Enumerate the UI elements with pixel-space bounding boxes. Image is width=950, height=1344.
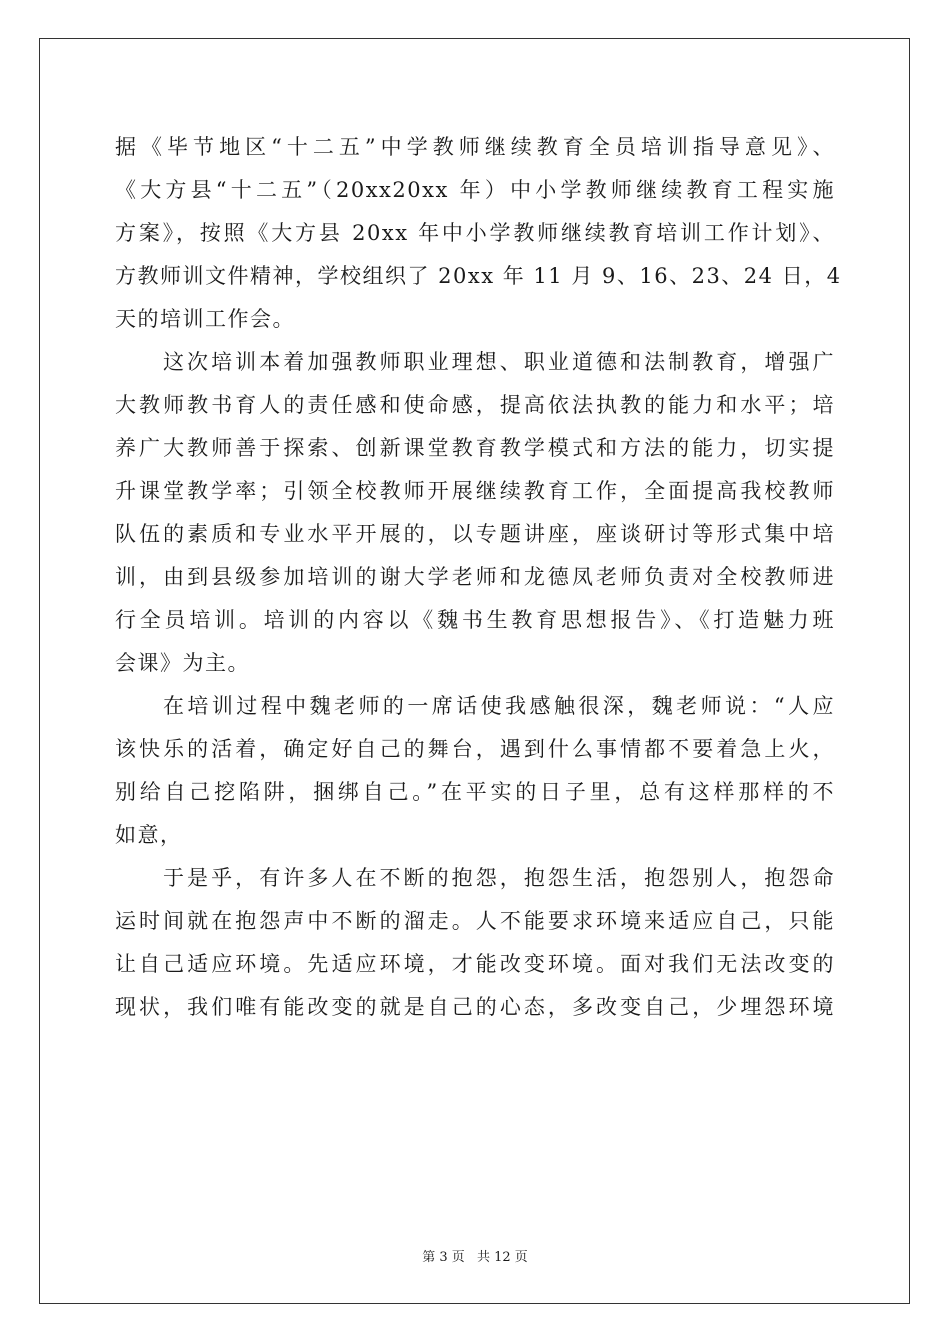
text-line: 现状，我们唯有能改变的就是自己的心态，多改变自己，少埋怨环境 xyxy=(115,995,835,1019)
text-line: 运时间就在抱怨声中不断的溜走。人不能要求环境来适应自己，只能 xyxy=(115,909,835,933)
document-body xyxy=(115,126,842,1029)
text-line: 该快乐的活着，确定好自己的舞台，遇到什么事情都不要着急上火， xyxy=(115,737,835,761)
text-line: 方案》，按照《大方县 20xx 年中小学教师继续教育培训工作计划》、 xyxy=(115,221,835,245)
total-pages: 共 12 页 xyxy=(476,1250,528,1265)
paragraph xyxy=(115,341,835,685)
text-line: 这次培训本着加强教师职业理想、职业道德和法制教育，增强广 xyxy=(163,350,835,374)
text-line: 训，由到县级参加培训的谢大学老师和龙德凤老师负责对全校教师进 xyxy=(115,565,835,589)
text-line: 会课》为主。 xyxy=(115,651,250,675)
text-line: 行全员培训。培训的内容以《魏书生教育思想报告》、《打造魅力班 xyxy=(115,608,835,632)
text-line: 大教师教书育人的责任感和使命感，提高依法执教的能力和水平；培 xyxy=(115,393,835,417)
text-line: 别给自己挖陷阱，捆绑自己。”在平实的日子里，总有这样那样的不 xyxy=(115,780,835,804)
text-line: 如意， xyxy=(115,823,183,847)
page-number: 第 3 页 xyxy=(422,1250,465,1265)
text-line: 于是乎，有许多人在不断的抱怨，抱怨生活，抱怨别人，抱怨命 xyxy=(163,866,835,890)
text-line: 让自己适应环境。先适应环境，才能改变环境。面对我们无法改变的 xyxy=(115,952,835,976)
text-line: 升课堂教学率；引领全校教师开展继续教育工作，全面提高我校教师 xyxy=(115,479,835,503)
paragraph xyxy=(115,857,835,1029)
text-line: 队伍的素质和专业水平开展的，以专题讲座，座谈研讨等形式集中培 xyxy=(115,522,835,546)
paragraph xyxy=(115,126,842,341)
text-line: 在培训过程中魏老师的一席话使我感触很深，魏老师说：“人应 xyxy=(163,694,835,718)
page-footer xyxy=(0,1246,950,1265)
text-line: 天的培训工作会。 xyxy=(115,307,295,331)
text-line: 《大方县“十二五”（20xx20xx 年）中小学教师继续教育工程实施 xyxy=(115,178,835,202)
text-line: 据《毕节地区“十二五”中学教师继续教育全员培训指导意见》、 xyxy=(115,135,835,159)
paragraph xyxy=(115,685,835,857)
text-line: 养广大教师善于探索、创新课堂教育教学模式和方法的能力，切实提 xyxy=(115,436,835,460)
text-line: 方教师训文件精神，学校组织了 20xx 年 11 月 9、16、23、24 日，4 xyxy=(115,264,842,288)
